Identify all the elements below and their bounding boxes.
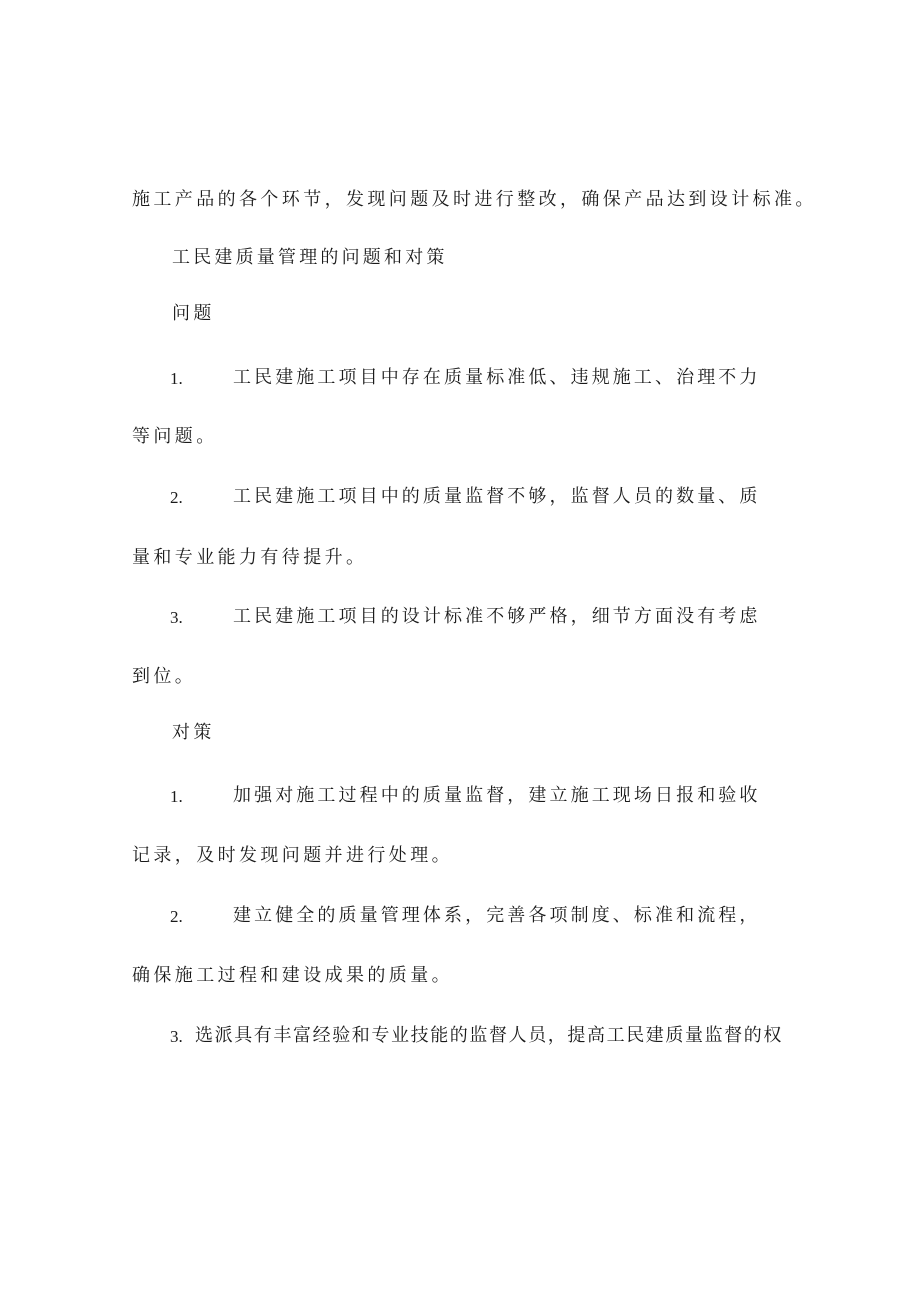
problem-1-text-line1: 工民建施工项目中存在质量标准低、违规施工、治理不力 bbox=[233, 367, 761, 388]
countermeasures-heading: 对策 bbox=[172, 722, 215, 743]
problem-1-number: 1. bbox=[170, 369, 183, 388]
countermeasure-3-number: 3. bbox=[170, 1027, 183, 1046]
countermeasure-2-text-line1: 建立健全的质量管理体系，完善各项制度、标准和流程， bbox=[233, 905, 761, 926]
countermeasure-1-number: 1. bbox=[170, 787, 183, 806]
problem-2-text-line2: 量和专业能力有待提升。 bbox=[132, 547, 368, 568]
countermeasure-1-text-line1: 加强对施工过程中的质量监督，建立施工现场日报和验收 bbox=[233, 785, 761, 806]
problem-2-number: 2. bbox=[170, 488, 183, 507]
problem-1-text-line2: 等问题。 bbox=[132, 426, 218, 447]
problem-3-text-line2: 到位。 bbox=[132, 666, 197, 687]
countermeasure-2-number: 2. bbox=[170, 907, 183, 926]
problem-3-number: 3. bbox=[170, 608, 183, 627]
problem-2-text-line1: 工民建施工项目中的质量监督不够，监督人员的数量、质 bbox=[233, 486, 761, 507]
problem-3-text-line1: 工民建施工项目的设计标准不够严格，细节方面没有考虑 bbox=[233, 606, 761, 627]
problems-heading: 问题 bbox=[172, 303, 215, 324]
countermeasure-2-text-line2: 确保施工过程和建设成果的质量。 bbox=[132, 965, 453, 986]
countermeasure-1-text-line2: 记录，及时发现问题并进行处理。 bbox=[132, 845, 453, 866]
section-title: 工民建质量管理的问题和对策 bbox=[172, 247, 448, 268]
continuation-paragraph: 施工产品的各个环节，发现问题及时进行整改，确保产品达到设计标准。 bbox=[132, 189, 817, 210]
countermeasure-3-text-line1: 选派具有丰富经验和专业技能的监督人员，提高工民建质量监督的权 bbox=[195, 1025, 783, 1046]
